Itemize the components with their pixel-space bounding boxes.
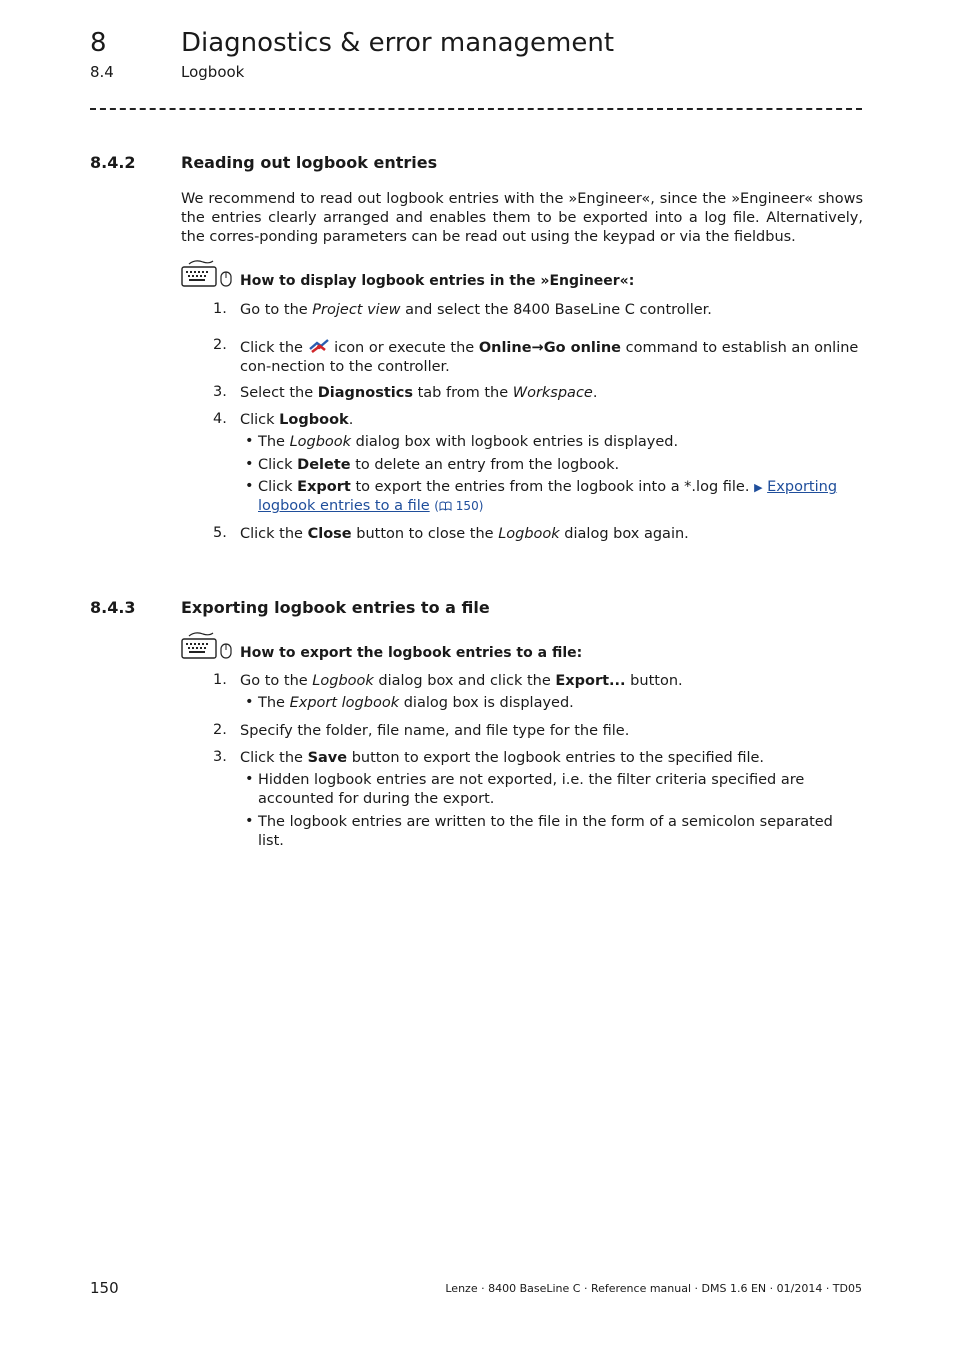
subsection-number: 8.4.2 (90, 153, 136, 172)
step-number: 4. (213, 411, 227, 427)
step-text: Specify the folder, file name, and file type for the file. (240, 723, 630, 739)
page-number: 150 (90, 1279, 119, 1297)
chapter-title: Diagnostics & error management (181, 28, 615, 58)
section-number: 8.4 (90, 63, 114, 81)
step-text: Go to the Project view and select the 8400 BaseLine C controller. (240, 302, 712, 318)
step-number: 1. (213, 301, 227, 317)
step-number: 2. (213, 722, 227, 738)
bullet: • (245, 456, 254, 472)
step-text: Click the Close button to close the Logbook dialog box again. (240, 526, 689, 542)
bullet: • (245, 433, 254, 449)
step-number: 5. (213, 525, 227, 541)
subsection-title: Reading out logbook entries (181, 153, 438, 172)
step-text: Go to the Logbook dialog box and click the Export... button. (240, 673, 683, 689)
bullet-text: Hidden logbook entries are not exported, i.e. the filter criteria specified are accounted for during the export. (258, 772, 805, 807)
page-reference[interactable]: ( 150) (434, 499, 484, 513)
book-icon (439, 501, 452, 511)
bullet: • (245, 813, 254, 829)
step-number: 2. (213, 337, 227, 353)
step-text: Click the Save button to export the logbook entries to the specified file. (240, 750, 765, 766)
bullet: • (245, 771, 254, 787)
bullet-text: The Export logbook dialog box is displayed. (258, 695, 574, 711)
procedure-title: How to export the logbook entries to a file: (240, 645, 583, 661)
bullet-text: The Logbook dialog box with logbook entries is displayed. (258, 434, 679, 450)
link-arrow-icon: ▶ (754, 481, 763, 494)
bullet-text: The logbook entries are written to the file in the form of a semicolon separated list. (258, 814, 833, 849)
bullet: • (245, 694, 254, 710)
online-connect-icon (308, 337, 330, 355)
cross-reference-link[interactable]: Exporting logbook entries to a file (258, 479, 838, 514)
keyboard-mouse-icon (181, 630, 233, 660)
bullet-text: Click Delete to delete an entry from the logbook. (258, 457, 620, 473)
subsection-title: Exporting logbook entries to a file (181, 598, 490, 617)
step-text: Select the Diagnostics tab from the Workspace. (240, 385, 598, 401)
bullet: • (245, 478, 254, 494)
footer-doc-info: Lenze · 8400 BaseLine C · Reference manual · DMS 1.6 EN · 01/2014 · TD05 (445, 1282, 862, 1295)
step-number: 3. (213, 384, 227, 400)
header-divider (90, 108, 862, 110)
chapter-number: 8 (90, 28, 107, 58)
subsection-number: 8.4.3 (90, 598, 136, 617)
step-text: Click the icon or execute the Online→Go online command to establish an online con-nection to the controller. (240, 337, 862, 377)
step-text: Click Logbook. (240, 412, 354, 428)
step-number: 3. (213, 749, 227, 765)
intro-paragraph: We recommend to read out logbook entries with the »Engineer«, since the »Engineer« shows the entries clearly arranged and enables them to be exported into a log file. Alternatively, the corres-ponding parameters can be read out using the keypad or via the fieldbus. (181, 191, 863, 245)
section-title: Logbook (181, 63, 245, 81)
procedure-title: How to display logbook entries in the »Engineer«: (240, 273, 635, 289)
step-number: 1. (213, 672, 227, 688)
bullet-text: Click Export to export the entries from the logbook into a *.log file. ▶ Exporting logbook entries to a file ( 150) (258, 479, 838, 514)
keyboard-mouse-icon (181, 258, 233, 288)
